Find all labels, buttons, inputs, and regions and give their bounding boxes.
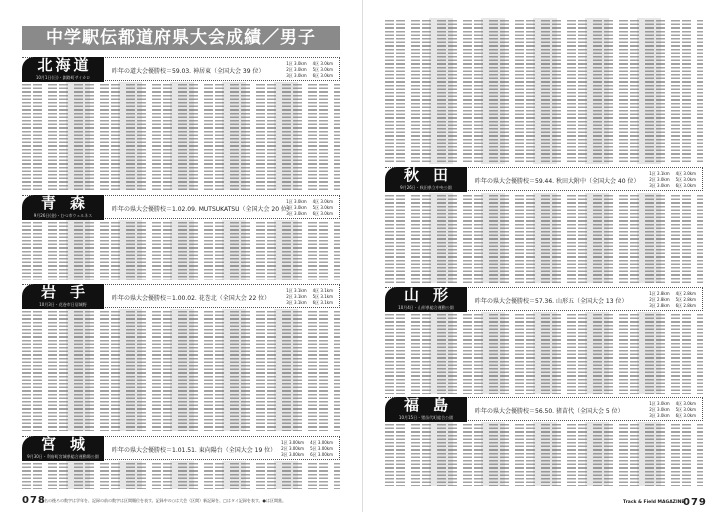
leg: 6区 3.00km [310, 452, 333, 457]
leg: 1区 3.1km [649, 171, 670, 176]
leg: 5区 3.1km [312, 294, 333, 299]
leg: 6区 3.0km [675, 183, 696, 188]
leg: 6区 3.0km [312, 211, 333, 216]
leg: 6区 2.8km [675, 303, 696, 308]
leg: 1区 3.0km [649, 401, 670, 406]
race-date-venue: 10月3日・花巻市日居城野 [39, 302, 87, 307]
prefecture-name: 福島 [403, 397, 462, 414]
race-date-venue: 9月26日・秋田県立中央公園 [400, 185, 452, 190]
leg: 3区 3.0km [286, 211, 307, 216]
page-number: 079 [683, 497, 707, 508]
results-table-iwate [22, 309, 340, 431]
last-year-winner: 昨年の県大会優勝校＝1.00.02. 花巻北（全国大会 22 位） [112, 295, 271, 302]
prefecture-tab [22, 57, 104, 82]
leg-distances [286, 288, 333, 306]
prefecture-name: 秋田 [403, 167, 462, 184]
leg: 6区 3.0km [675, 413, 696, 418]
magazine-name: Track & Field MAGAZINE [623, 500, 685, 505]
results-table-hokkaido [22, 82, 340, 190]
prefecture-tab [385, 397, 467, 422]
prefecture-name: 青森 [40, 195, 99, 212]
footer-note: 氏名の後ろの数字は学年を、記録の前の数字は区間順位を表す。記録中の○は大会（区間）新記録を、□はタイ記録を表す。●は区間賞。 [40, 498, 287, 503]
leg: 1区 3.00km [281, 440, 305, 445]
prefecture-header-yamagata [385, 287, 703, 311]
leg: 4区 3.0km [312, 61, 333, 66]
leg-distances [281, 440, 333, 458]
leg: 4区 3.0km [312, 199, 333, 204]
last-year-winner: 昨年の県大会優勝校＝1.01.51. 東向陽台（全国大会 19 位） [112, 447, 277, 454]
leg: 5区 3.0km [312, 67, 333, 72]
page-number: 078 [22, 495, 46, 506]
leg: 4区 3.00km [310, 440, 333, 445]
prefecture-name: 山形 [403, 287, 462, 304]
prefecture-name: 北海道 [37, 57, 92, 74]
race-date-venue: 10月1日(日)・釧路町サイカロ [35, 75, 91, 80]
leg: 2区 3.00km [281, 446, 305, 451]
results-table-continued [385, 18, 703, 164]
race-date-venue: 9月26日(金)・むつ市ウェルネス [33, 213, 93, 218]
prefecture-header-akita [385, 167, 703, 191]
last-year-winner: 昨年の県大会優勝校＝56.50. 猪苗代（全国大会 5 位） [475, 408, 624, 415]
prefecture-tab [385, 287, 467, 312]
prefecture-name: 岩手 [40, 284, 99, 301]
results-table-yamagata [385, 312, 703, 394]
prefecture-tab [22, 436, 104, 461]
results-table-akita [385, 193, 703, 283]
prefecture-header-iwate [22, 284, 340, 308]
page-title: 中学駅伝都道府県大会成績／男子 [22, 26, 340, 50]
leg: 5区 2.8km [675, 297, 696, 302]
leg: 2区 3.0km [649, 177, 670, 182]
prefecture-header-hokkaido [22, 57, 340, 81]
leg: 5区 3.0km [675, 407, 696, 412]
race-date-venue: 10月4日・山形県総合運動公園 [398, 305, 454, 310]
prefecture-tab [22, 195, 104, 220]
leg: 5区 3.00km [310, 446, 333, 451]
last-year-winner: 昨年の県大会優勝校＝57.36. 山形五（全国大会 13 位） [475, 298, 628, 305]
right-page [362, 0, 724, 512]
leg: 1区 3.1km [286, 288, 307, 293]
leg: 4区 3.0km [675, 171, 696, 176]
leg: 3区 3.00km [281, 452, 305, 457]
leg: 3区 2.8km [649, 303, 670, 308]
leg: 3区 3.0km [649, 413, 670, 418]
leg-distances [286, 61, 333, 79]
leg: 4区 2.8km [675, 291, 696, 296]
prefecture-header-miyagi [22, 436, 340, 460]
leg: 1区 3.0km [286, 199, 307, 204]
prefecture-tab [22, 284, 104, 309]
leg: 5区 3.0km [675, 177, 696, 182]
leg: 1区 2.8km [649, 291, 670, 296]
leg: 3区 3.0km [286, 73, 307, 78]
results-table-fukushima [385, 422, 703, 486]
last-year-winner: 昨年の県大会優勝校＝59.44. 秋田大附中（全国大会 40 位） [475, 178, 640, 185]
leg-distances [286, 199, 333, 217]
leg: 6区 3.0km [312, 73, 333, 78]
leg: 2区 3.0km [286, 205, 307, 210]
leg: 2区 3.1km [286, 294, 307, 299]
leg: 3区 3.0km [649, 183, 670, 188]
race-date-venue: 9月30日・利府町宮城県総合運動場公園 [27, 454, 99, 459]
results-table-aomori [22, 220, 340, 280]
last-year-winner: 昨年の道大会優勝校＝59.03. 神居東（全国大会 39 位） [112, 68, 265, 75]
last-year-winner: 昨年の県大会優勝校＝1.02.09. MUTSUKATSU（全国大会 20 位） [112, 206, 293, 213]
race-date-venue: 10月15日・猪苗代町総合公園 [398, 415, 454, 420]
leg: 1区 3.0km [286, 61, 307, 66]
prefecture-name: 宮城 [40, 436, 99, 453]
leg: 3区 3.1km [286, 300, 307, 305]
leg: 4区 3.0km [675, 401, 696, 406]
leg: 4区 3.1km [312, 288, 333, 293]
leg: 2区 2.8km [649, 297, 670, 302]
leg-distances [649, 401, 696, 419]
leg: 2区 3.0km [649, 407, 670, 412]
prefecture-tab [385, 167, 467, 192]
leg: 2区 3.0km [286, 67, 307, 72]
leg: 5区 3.0km [312, 205, 333, 210]
prefecture-header-aomori [22, 195, 340, 219]
results-table-miyagi [22, 461, 340, 489]
prefecture-header-fukushima [385, 397, 703, 421]
leg-distances [649, 171, 696, 189]
leg: 6区 3.1km [312, 300, 333, 305]
leg-distances [649, 291, 696, 309]
